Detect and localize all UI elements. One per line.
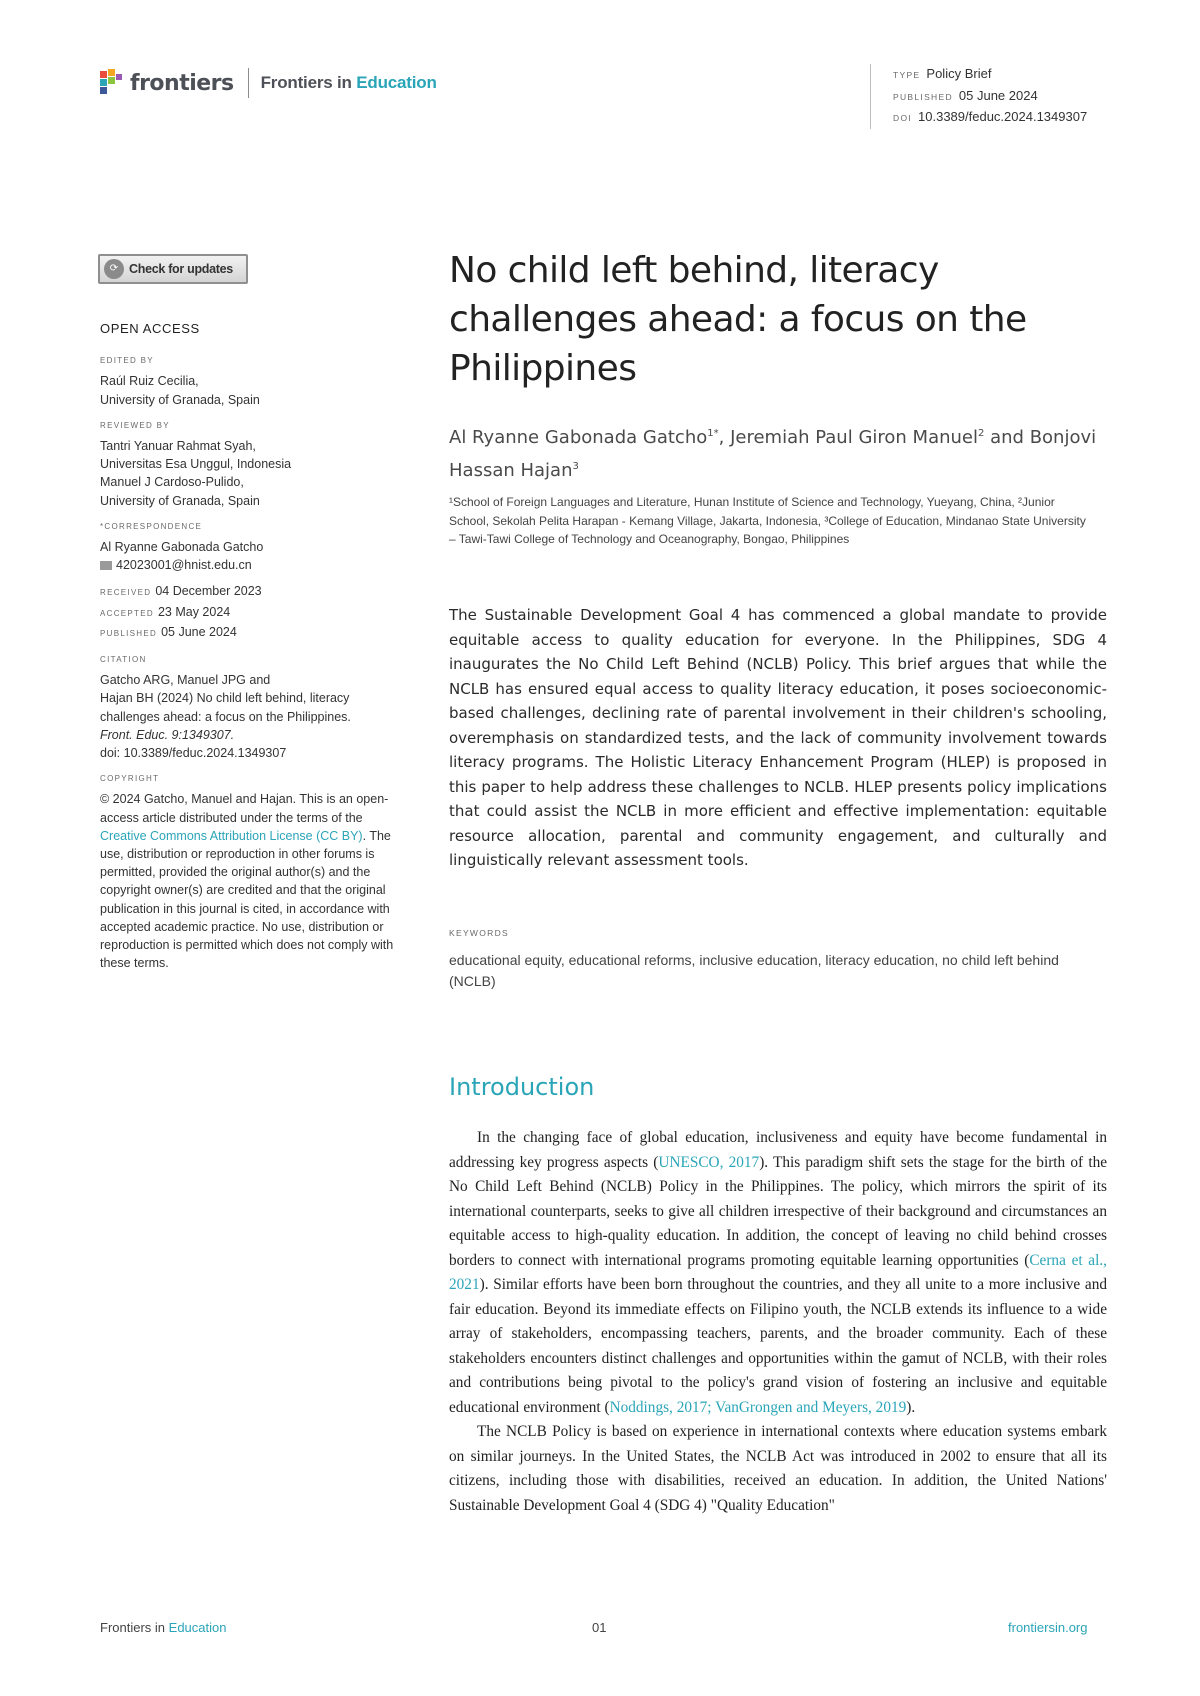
correspondence: *CORRESPONDENCE Al Ryanne Gabonada Gatcho 42023001@hnist.edu.cn [100,518,400,575]
open-access-label: OPEN ACCESS [100,321,200,336]
meta-published-row: PUBLISHED 05 June 2024 [893,87,1038,103]
author-name[interactable]: Jeremiah Paul Giron Manuel [730,427,978,448]
paragraph: The NCLB Policy is based on experience in international contexts where education systems embark on similar journeys. In the United States, the NCLB Act was introduced in 2002 to ensure that all its citizens, including those with disabilities, received an education. In addition, the United Nations' Sustainable Development Goal 4 (SDG 4) "Quality Education" [449,1423,1107,1514]
refresh-icon: ⟳ [104,259,124,279]
brand-separator [248,68,249,98]
brand-wordmark: frontiers [130,70,234,96]
keywords-label: KEYWORDS [449,928,509,938]
edited-by: EDITED BY Raúl Ruiz Cecilia, University of Granada, Spain [100,356,260,407]
article-meta [870,64,1087,129]
meta-type-row: TYPE Policy Brief [893,66,992,81]
abstract: The Sustainable Development Goal 4 has commenced a global mandate to provide equitable access to quality education for everyone. In the Philippines, SDG 4 inaugurates the No Child Left Behind (NCLB) Policy. This brief argues that while the NCLB has ensured equal access to quality literacy education, it poses socioeconomic-based challenges, declining rate of parental involvement in their children's schooling, overemphasis on standardized tests, and the lack of community involvement towards literacy programs. The Holistic Literacy Enhancement Program (HLEP) is proposed in this paper to help address these challenges to NCLB. HLEP presents policy implications that could assist the NCLB in more efficient and effective implementation: equitable resource allocation, parental and community engagement, and culturally and linguistically relevant assessment tools. [449,606,1107,869]
copyright: COPYRIGHT © 2024 Gatcho, Manuel and Hajan. This is an open-access article distributed under the terms of the Creative Commons Attribution License (CC BY). The use, distribution or reproduction in other forums is permitted, provided the original author(s) and the copyright owner(s) are credited and that the original publication in this journal is cited, in accordance with accepted academic practice. No use, distribution or reproduction is permitted which does not comply with these terms. [100,774,394,971]
introduction-body [449,1126,1107,1518]
sidebar-metadata [100,320,400,981]
affiliations: ¹School of Foreign Languages and Literature, Hunan Institute of Science and Technology, Yueyang, China, ²Junior School, Sekolah Pelita Harapan - Kemang Village, Jakarta, Indonesia, ³College of Education, Mindanao State University – Tawi-Tawi College of Technology and Oceanography, Bongao, Philippines [449,495,1086,547]
footer-journal: Frontiers in Education [100,1620,227,1635]
journal-prefix: Frontiers in [260,73,352,92]
citation-link[interactable]: Noddings, 2017; VanGrongen and Meyers, 2019 [609,1398,907,1416]
frontiers-brand [98,68,437,98]
citation-link[interactable]: UNESCO, 2017 [658,1153,760,1171]
email-link[interactable]: 42023001@hnist.edu.cn [100,556,400,574]
article-title: No child left behind, literacy challenges ahead: a focus on the Philippines [449,250,1027,389]
section-heading-introduction: Introduction [449,1073,595,1101]
footer-site-link[interactable]: frontiersin.org [1008,1620,1088,1635]
author-name[interactable]: Al Ryanne Gabonada Gatcho [449,427,708,448]
frontiers-logo-icon [98,68,124,98]
author-list: Al Ryanne Gabonada Gatcho$^{1*}$, Jeremiah Paul Giron Manuel$^2$ and Bonjovi Hassan Hajan$^3$ [449,427,1097,481]
article-dates: RECEIVED 04 December 2023 ACCEPTED 23 May 2024 PUBLISHED 05 June 2024 [100,584,262,639]
citation: CITATION Gatcho ARG, Manuel JPG and Hajan BH (2024) No child left behind, literacy challenges ahead: a focus on the Philippines. Front. Educ. 9:1349307. doi: 10.3389/feduc.2024.1349307 [100,655,351,761]
check-for-updates-button[interactable]: ⟳ Check for updates [98,254,248,284]
author-name[interactable]: Bonjovi Hassan Hajan [449,427,1097,481]
journal-name[interactable] [261,73,437,93]
meta-doi-row: DOI 10.3389/feduc.2024.1349307 [893,109,1088,124]
keywords: educational equity, educational reforms, inclusive education, literacy education, no child left behind (NCLB) [449,952,1059,989]
cc-license-link[interactable]: Creative Commons Attribution License (CC BY) [100,828,363,843]
paragraph: In the changing face of global education, inclusiveness and equity have become fundamental in addressing key progress aspects (UNESCO, 2017). This paradigm shift sets the stage for the birth of the No Child Left Behind (NCLB) Policy in the Philippines. The policy, which mirrors the spirit of its international counterparts, seeks to give all children irrespective of their background and circumstances an equitable access to high-quality education. In addition, the concept of leaving no child behind crosses borders to connect with international programs promoting equitable learning opportunities (Cerna et al., 2021). Similar efforts have been born throughout the countries, and they all unite to a more inclusive and fair education. Beyond its immediate effects on Filipino youth, the NCLB extends its influence to a wide array of stakeholders, encompassing teachers, parents, and the broader community. Each of these stakeholders encounters distinct challenges and opportunities within the gamut of NCLB, with their roles and contributions being pivotal to the policy's grand vision of fostering an inclusive and equitable educational environment (Noddings, 2017; VanGrongen and Meyers, 2019). [449,1129,1108,1416]
mail-icon [100,561,112,570]
reviewed-by: REVIEWED BY Tantri Yanuar Rahmat Syah, Universitas Esa Unggul, Indonesia Manuel J Cardoso-Pulido, University of Granada, Spain [100,420,292,508]
page-number: 01 [592,1620,607,1635]
citation-link[interactable]: Cerna et al., 2021 [449,1251,1107,1293]
journal-accent: Education [356,73,437,92]
